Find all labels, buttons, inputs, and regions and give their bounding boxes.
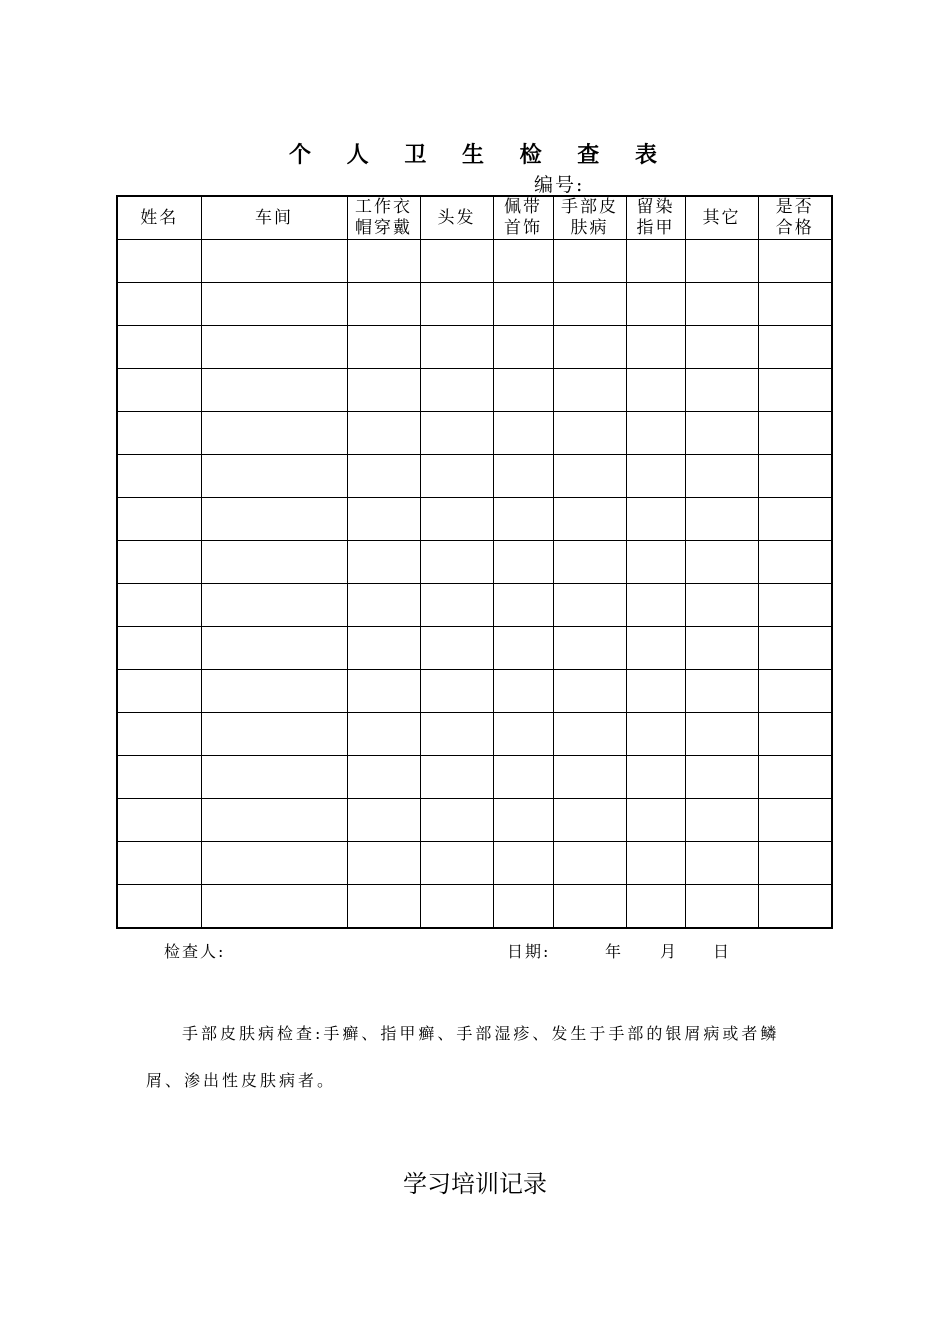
table-cell[interactable]	[201, 541, 347, 584]
table-cell[interactable]	[758, 713, 832, 756]
table-cell[interactable]	[420, 326, 493, 369]
table-cell[interactable]	[758, 799, 832, 842]
table-cell[interactable]	[553, 799, 626, 842]
table-cell[interactable]	[117, 627, 201, 670]
table-cell[interactable]	[553, 498, 626, 541]
table-cell[interactable]	[347, 412, 420, 455]
table-cell[interactable]	[553, 670, 626, 713]
table-cell[interactable]	[117, 541, 201, 584]
table-cell[interactable]	[685, 412, 758, 455]
table-cell[interactable]	[553, 584, 626, 627]
table-cell[interactable]	[626, 885, 685, 929]
table-row	[117, 713, 832, 756]
table-cell[interactable]	[420, 799, 493, 842]
table-cell[interactable]	[347, 627, 420, 670]
table-cell[interactable]	[420, 369, 493, 412]
table-row	[117, 412, 832, 455]
table-row	[117, 799, 832, 842]
table-cell[interactable]	[626, 627, 685, 670]
table-cell[interactable]	[685, 455, 758, 498]
table-cell[interactable]	[420, 498, 493, 541]
table-cell[interactable]	[758, 627, 832, 670]
table-cell[interactable]	[420, 584, 493, 627]
table-cell[interactable]	[347, 842, 420, 885]
table-cell[interactable]	[758, 412, 832, 455]
table-cell[interactable]	[117, 799, 201, 842]
section-title: 学习培训记录	[403, 1170, 547, 1198]
table-cell[interactable]	[685, 670, 758, 713]
header-other: 其它	[685, 196, 758, 240]
table-cell[interactable]	[201, 627, 347, 670]
table-cell[interactable]	[553, 541, 626, 584]
skin-disease-note: 手部皮肤病检查:手癣、指甲癣、手部湿疹、发生于手部的银屑病或者鳞屑、渗出性皮肤病者。	[146, 1024, 780, 1090]
table-cell[interactable]	[493, 670, 553, 713]
table-cell[interactable]	[553, 326, 626, 369]
table-cell[interactable]	[626, 541, 685, 584]
table-cell[interactable]	[626, 713, 685, 756]
table-row	[117, 627, 832, 670]
table-cell[interactable]	[347, 455, 420, 498]
table-cell[interactable]	[420, 283, 493, 326]
header-workshop: 车间	[201, 196, 347, 240]
table-cell[interactable]	[685, 541, 758, 584]
table-cell[interactable]	[685, 842, 758, 885]
table-cell[interactable]	[347, 799, 420, 842]
table-cell[interactable]	[758, 283, 832, 326]
table-cell[interactable]	[420, 240, 493, 283]
table-cell[interactable]	[493, 842, 553, 885]
table-cell[interactable]	[493, 455, 553, 498]
table-row	[117, 369, 832, 412]
table-cell[interactable]	[493, 799, 553, 842]
table-cell[interactable]	[347, 240, 420, 283]
table-cell[interactable]	[201, 584, 347, 627]
table-cell[interactable]	[493, 541, 553, 584]
table-cell[interactable]	[201, 326, 347, 369]
header-jewelry: 佩带 首饰	[493, 196, 553, 240]
table-row	[117, 885, 832, 929]
table-cell[interactable]	[420, 756, 493, 799]
table-cell[interactable]	[117, 713, 201, 756]
table-cell[interactable]	[420, 713, 493, 756]
table-cell[interactable]	[117, 369, 201, 412]
table-row	[117, 498, 832, 541]
table-row	[117, 584, 832, 627]
header-name: 姓名	[117, 196, 201, 240]
header-dyed-nails: 留染 指甲	[626, 196, 685, 240]
table-cell[interactable]	[758, 326, 832, 369]
table-cell[interactable]	[201, 498, 347, 541]
table-cell[interactable]	[493, 885, 553, 929]
table-cell[interactable]	[347, 756, 420, 799]
date-year-label: 年	[605, 942, 624, 961]
table-cell[interactable]	[553, 713, 626, 756]
table-cell[interactable]	[553, 627, 626, 670]
table-cell[interactable]	[493, 713, 553, 756]
table-cell[interactable]	[201, 885, 347, 929]
table-cell[interactable]	[758, 885, 832, 929]
table-row	[117, 670, 832, 713]
table-cell[interactable]	[685, 756, 758, 799]
table-cell[interactable]	[201, 240, 347, 283]
table-cell[interactable]	[553, 283, 626, 326]
table-cell[interactable]	[420, 670, 493, 713]
table-cell[interactable]	[685, 498, 758, 541]
table-header-row	[117, 196, 832, 240]
table-cell[interactable]	[117, 756, 201, 799]
table-cell[interactable]	[758, 240, 832, 283]
table-cell[interactable]	[201, 713, 347, 756]
table-cell[interactable]	[553, 842, 626, 885]
table-cell[interactable]	[347, 541, 420, 584]
table-cell[interactable]	[758, 842, 832, 885]
table-cell[interactable]	[201, 756, 347, 799]
table-cell[interactable]	[493, 627, 553, 670]
table-cell[interactable]	[201, 842, 347, 885]
header-work-clothes: 工作衣 帽穿戴	[347, 196, 420, 240]
table-cell[interactable]	[553, 885, 626, 929]
table-cell[interactable]	[758, 584, 832, 627]
table-cell[interactable]	[758, 455, 832, 498]
table-cell[interactable]	[347, 885, 420, 929]
table-cell[interactable]	[420, 412, 493, 455]
table-row	[117, 541, 832, 584]
table-cell[interactable]	[626, 369, 685, 412]
page-title: 个 人 卫 生 检 查 表	[289, 143, 671, 168]
table-cell[interactable]	[553, 240, 626, 283]
table-cell[interactable]	[493, 369, 553, 412]
table-cell[interactable]	[420, 455, 493, 498]
inspector-label: 检查人:	[164, 942, 226, 961]
date-label: 日期:	[507, 942, 551, 961]
table-row	[117, 283, 832, 326]
table-row	[117, 842, 832, 885]
header-hair: 头发	[420, 196, 493, 240]
table-cell[interactable]	[626, 283, 685, 326]
table-cell[interactable]	[201, 412, 347, 455]
table-cell[interactable]	[553, 369, 626, 412]
table-cell[interactable]	[553, 455, 626, 498]
table-cell[interactable]	[493, 326, 553, 369]
table-cell[interactable]	[685, 799, 758, 842]
table-cell[interactable]	[117, 584, 201, 627]
date-day-label: 日	[713, 942, 732, 961]
header-hand-skin-disease: 手部皮 肤病	[553, 196, 626, 240]
table-cell[interactable]	[493, 498, 553, 541]
table-cell[interactable]	[420, 541, 493, 584]
table-cell[interactable]	[685, 885, 758, 929]
table-cell[interactable]	[117, 412, 201, 455]
table-cell[interactable]	[626, 670, 685, 713]
table-cell[interactable]	[117, 283, 201, 326]
table-cell[interactable]	[117, 842, 201, 885]
table-cell[interactable]	[420, 885, 493, 929]
table-cell[interactable]	[553, 756, 626, 799]
table-cell[interactable]	[347, 283, 420, 326]
table-cell[interactable]	[685, 584, 758, 627]
table-cell[interactable]	[347, 713, 420, 756]
table-cell[interactable]	[685, 369, 758, 412]
table-cell[interactable]	[117, 885, 201, 929]
table-cell[interactable]	[347, 498, 420, 541]
table-cell[interactable]	[685, 240, 758, 283]
table-cell[interactable]	[758, 541, 832, 584]
table-cell[interactable]	[201, 455, 347, 498]
table-cell[interactable]	[626, 799, 685, 842]
table-cell[interactable]	[685, 627, 758, 670]
table-cell[interactable]	[347, 670, 420, 713]
table-cell[interactable]	[626, 756, 685, 799]
header-qualified: 是否 合格	[758, 196, 832, 240]
table-cell[interactable]	[117, 326, 201, 369]
table-cell[interactable]	[420, 842, 493, 885]
table-cell[interactable]	[758, 670, 832, 713]
table-cell[interactable]	[758, 498, 832, 541]
table-cell[interactable]	[758, 369, 832, 412]
table-cell[interactable]	[420, 627, 493, 670]
table-cell[interactable]	[493, 584, 553, 627]
table-cell[interactable]	[201, 670, 347, 713]
table-cell[interactable]	[626, 584, 685, 627]
table-row	[117, 455, 832, 498]
table-body	[117, 240, 832, 929]
table-cell[interactable]	[626, 498, 685, 541]
table-cell[interactable]	[201, 283, 347, 326]
table-cell[interactable]	[626, 455, 685, 498]
table-cell[interactable]	[493, 756, 553, 799]
table-cell[interactable]	[117, 240, 201, 283]
serial-number-label: 编号:	[534, 174, 585, 196]
table-cell[interactable]	[493, 412, 553, 455]
table-cell[interactable]	[685, 326, 758, 369]
table-cell[interactable]	[117, 498, 201, 541]
table-cell[interactable]	[626, 842, 685, 885]
table-row	[117, 756, 832, 799]
table-cell[interactable]	[493, 283, 553, 326]
table-row	[117, 326, 832, 369]
hygiene-check-table	[116, 195, 833, 929]
table-cell[interactable]	[347, 326, 420, 369]
table-cell[interactable]	[201, 369, 347, 412]
table-cell[interactable]	[347, 369, 420, 412]
table-cell[interactable]	[685, 713, 758, 756]
table-cell[interactable]	[626, 412, 685, 455]
table-cell[interactable]	[201, 799, 347, 842]
date-month-label: 月	[660, 942, 679, 961]
table-cell[interactable]	[758, 756, 832, 799]
table-cell[interactable]	[117, 670, 201, 713]
table-cell[interactable]	[685, 283, 758, 326]
table-cell[interactable]	[553, 412, 626, 455]
table-cell[interactable]	[347, 584, 420, 627]
table-cell[interactable]	[626, 240, 685, 283]
table-cell[interactable]	[493, 240, 553, 283]
table-row	[117, 240, 832, 283]
table-cell[interactable]	[626, 326, 685, 369]
table-cell[interactable]	[117, 455, 201, 498]
